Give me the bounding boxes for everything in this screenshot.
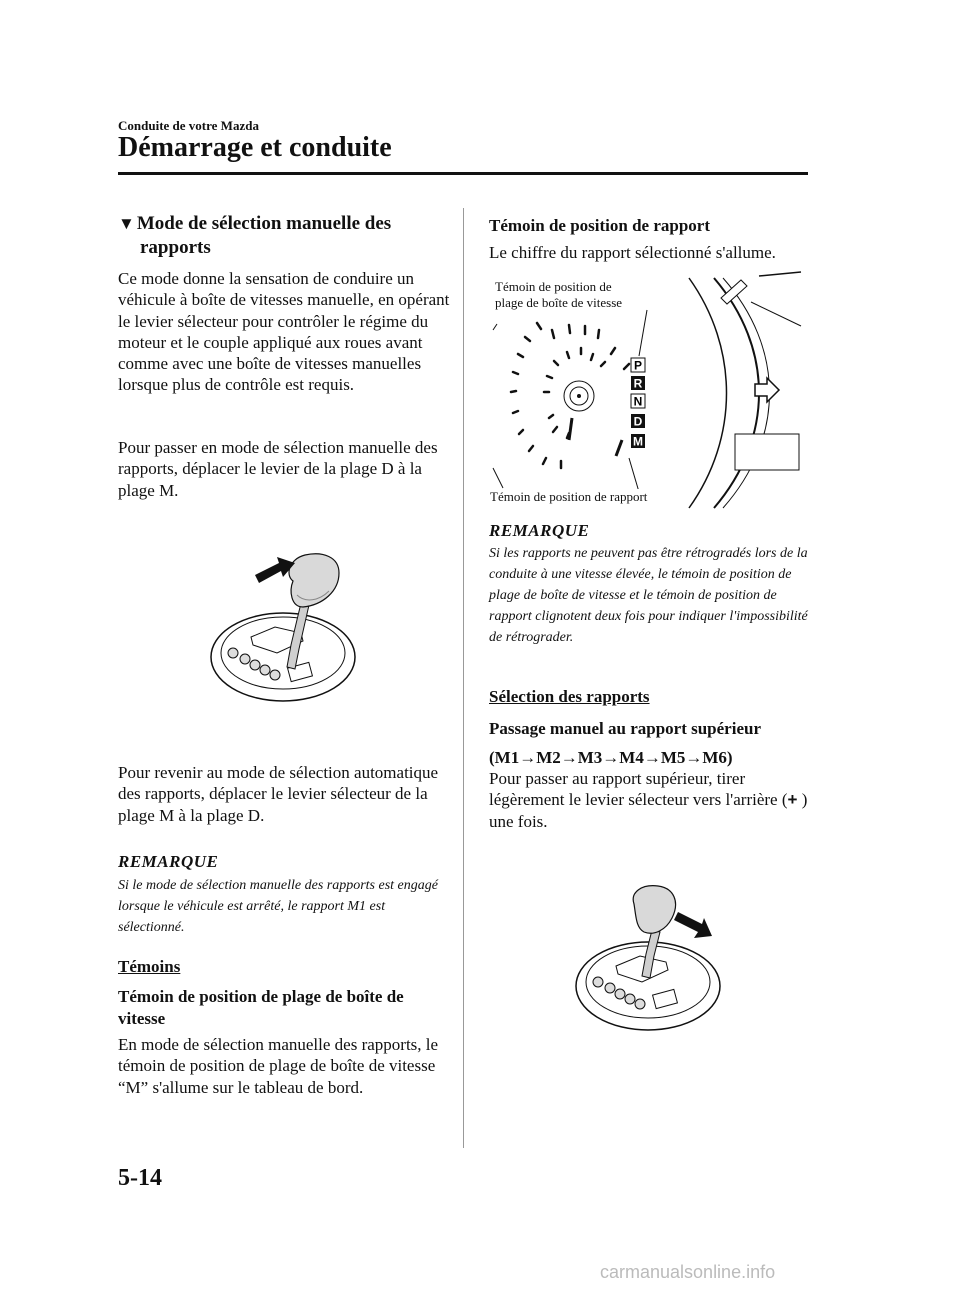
upshift-text-before: Pour passer au rapport supérieur, tirer légèrement le levier sélecteur vers l'arrière ( <box>489 769 788 810</box>
subheading-range-indicator: Témoin de position de plage de boîte de vitesse <box>118 987 404 1028</box>
page-number: 5-14 <box>118 1165 162 1191</box>
gear-letter-r: R <box>633 376 643 391</box>
heading-line-2: rapports <box>140 237 211 258</box>
gear-letter-p: P <box>633 358 643 373</box>
gear-letter-n: N <box>633 394 643 409</box>
upshift-text-after: ) une fois. <box>489 790 808 831</box>
header-rule <box>118 172 808 175</box>
shift-lever-upshift-illustration <box>572 880 732 1038</box>
paragraph-intro: Ce mode donne la sensation de conduire un véhicule à boîte de vitesses manuelle, en opérant le levier sélecteur pour contrôler le régime du moteur et le couple appliqué aux roues avant comme avec une boîte de vitesses manuelles lorsque plus de contrôle est requis. <box>118 269 450 395</box>
subheading-upshift: Passage manuel au rapport supérieur <box>489 719 761 738</box>
temoins-heading: Témoins <box>118 957 181 976</box>
caption-range-line-2: plage de boîte de vitesse <box>495 295 623 310</box>
selection-heading: Sélection des rapports <box>489 687 650 706</box>
paragraph-upshift <box>489 768 814 832</box>
section-heading-manual-mode <box>118 212 448 260</box>
heading-line-1: Mode de sélection manuelle des <box>136 213 392 234</box>
plus-icon: + <box>787 790 798 810</box>
note-title-left: REMARQUE <box>118 852 219 871</box>
note-body-left: Si le mode de sélection manuelle des rapports est engagé lorsque le véhicule est arrêté, le rapport M1 est sélectionné. <box>118 878 438 935</box>
note-title-right: REMARQUE <box>489 521 590 540</box>
chapter-label: Conduite de votre Mazda <box>118 118 259 133</box>
gear-letter-m: M <box>633 434 643 449</box>
subheading-gear-indicator: Témoin de position de rapport <box>489 216 711 235</box>
watermark: carmanualsonline.info <box>600 1262 776 1282</box>
paragraph-to-manual: Pour passer en mode de sélection manuelle des rapports, déplacer le levier de la plage D à la plage M. <box>118 438 438 500</box>
caption-range-line-1: Témoin de position de <box>495 279 612 294</box>
caption-range-indicator <box>495 279 622 311</box>
paragraph-m-indicator: En mode de sélection manuelle des rapports, le témoin de position de plage de boîte de vitesse “M” s'allume sur le tableau de bord. <box>118 1035 439 1097</box>
paragraph-gear-lights: Le chiffre du rapport sélectionné s'allume. <box>489 243 776 262</box>
triangle-down-icon: ▼ <box>118 214 135 233</box>
shift-lever-to-m-illustration <box>205 545 360 710</box>
note-body-right: Si les rapports ne peuvent pas être rétrogradés lors de la conduite à une vitesse élevée, le témoin de position de plage de boîte de vitesse et le témoin de position de rapport clignotent deux fois pour indiquer l'impossibilité de rétrograder. <box>489 546 808 645</box>
upshift-sequence: (M1→M2→M3→M4→M5→M6) <box>489 748 733 767</box>
section-title: Démarrage et conduite <box>118 132 392 163</box>
gear-letter-d: D <box>633 414 643 429</box>
paragraph-to-auto: Pour revenir au mode de sélection automatique des rapports, déplacer le levier sélecteur de la plage M à la plage D. <box>118 763 439 825</box>
column-divider <box>463 208 464 1148</box>
caption-gear-indicator: Témoin de position de rapport <box>490 489 648 504</box>
